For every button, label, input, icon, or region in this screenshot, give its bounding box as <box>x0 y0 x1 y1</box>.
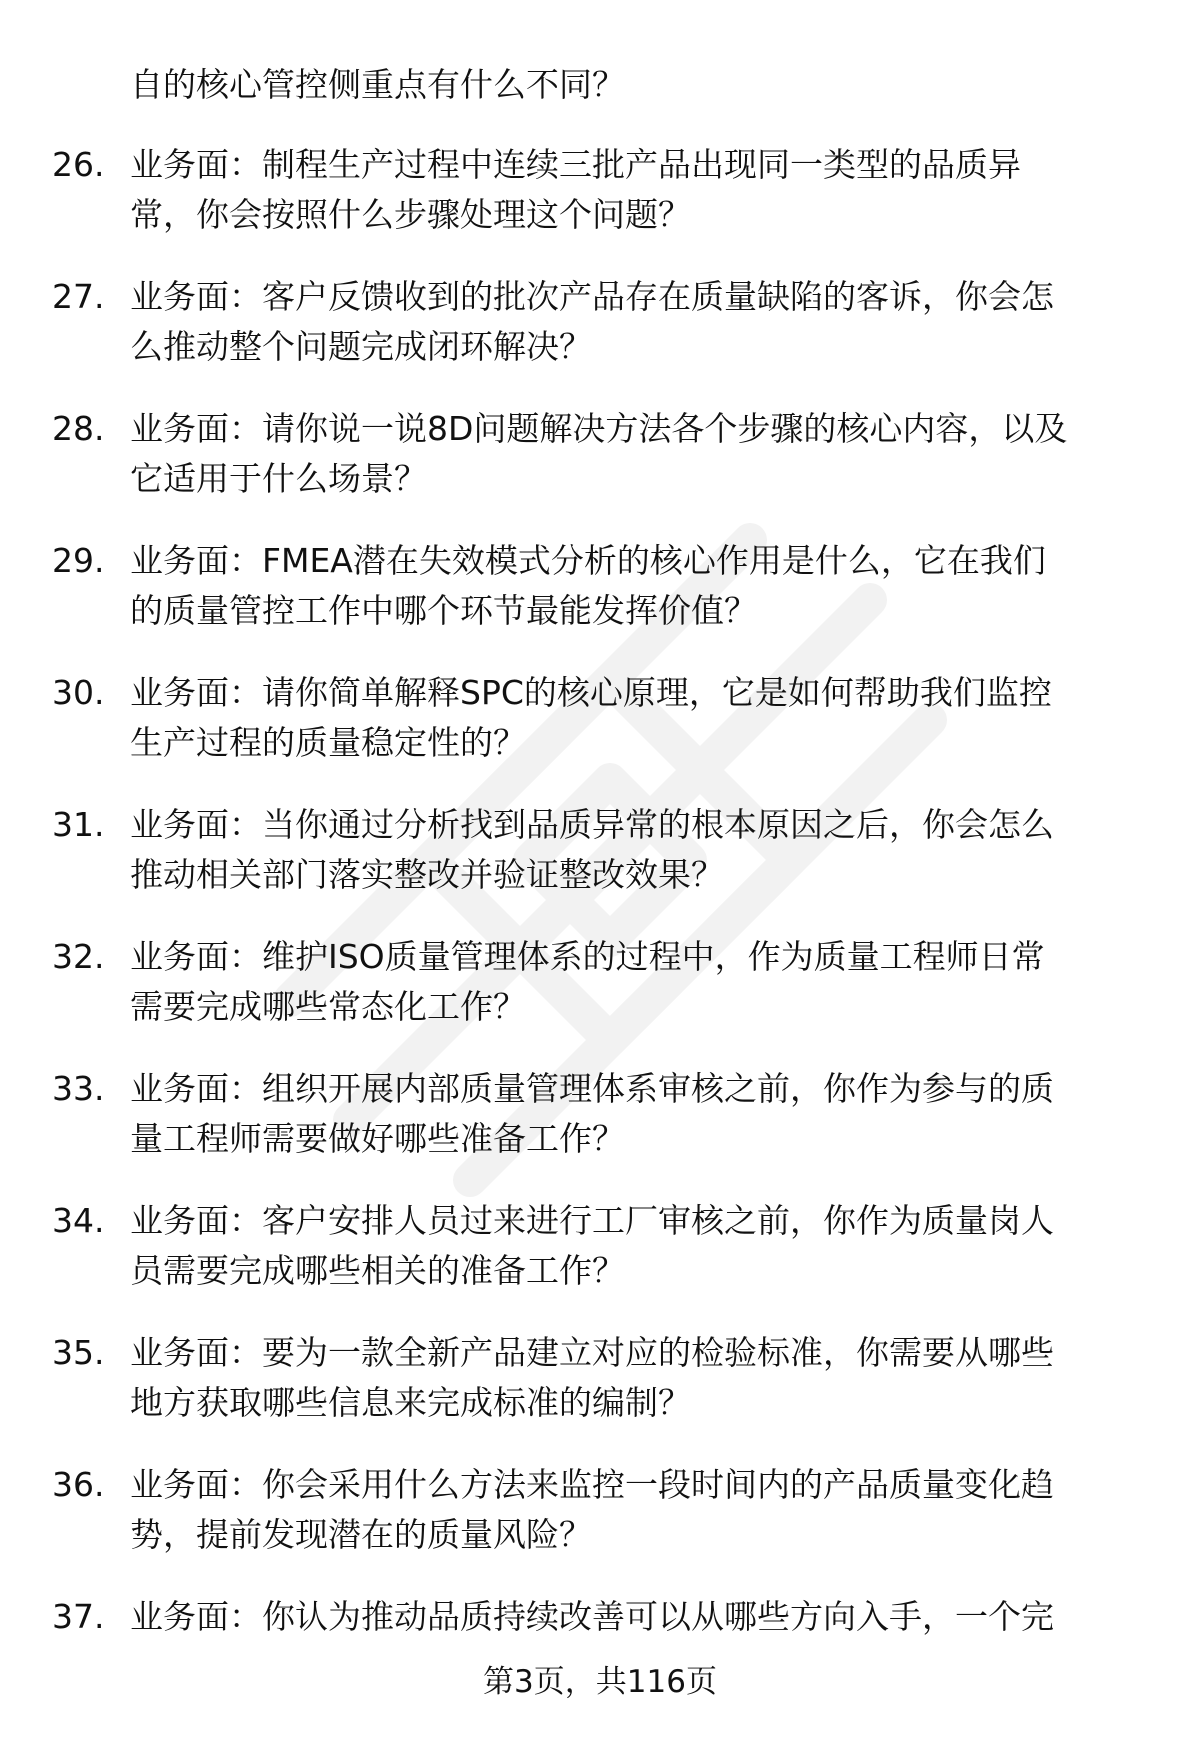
question-text <box>130 404 1180 504</box>
question-number: 35. <box>52 1333 105 1372</box>
question-number: 28. <box>52 409 105 448</box>
question-text-line: 业务面：客户反馈收到的批次产品存在质量缺陷的客诉，你会怎 <box>130 277 1054 316</box>
question-item <box>0 1592 1200 1724</box>
question-item <box>0 800 1200 932</box>
question-text <box>130 1592 1180 1642</box>
question-item <box>0 1064 1200 1196</box>
question-text-line: 业务面：维护ISO质量管理体系的过程中，作为质量工程师日常 <box>130 937 1045 976</box>
question-number: 33. <box>52 1069 105 1108</box>
question-text-line: 业务面：客户安排人员过来进行工厂审核之前，你作为质量岗人 <box>130 1201 1054 1240</box>
question-item <box>0 1196 1200 1328</box>
question-text <box>130 272 1180 372</box>
question-number: 29. <box>52 541 105 580</box>
question-list <box>0 140 1200 1724</box>
question-text-line: 量工程师需要做好哪些准备工作？ <box>130 1119 625 1158</box>
question-text-line: 地方获取哪些信息来完成标准的编制？ <box>130 1383 691 1422</box>
question-text-line: 势，提前发现潜在的质量风险？ <box>130 1515 592 1554</box>
question-text-line: 的质量管控工作中哪个环节最能发挥价值？ <box>130 591 757 630</box>
question-item <box>0 668 1200 800</box>
question-text-line: 业务面：你认为推动品质持续改善可以从哪些方向入手，一个完 <box>130 1597 1054 1636</box>
question-item <box>0 272 1200 404</box>
question-text-line: 常，你会按照什么步骤处理这个问题？ <box>130 195 691 234</box>
question-number: 36. <box>52 1465 105 1504</box>
question-text-line: 业务面：你会采用什么方法来监控一段时间内的产品质量变化趋 <box>130 1465 1054 1504</box>
question-text-line: 业务面：组织开展内部质量管理体系审核之前，你作为参与的质 <box>130 1069 1054 1108</box>
question-item <box>0 1328 1200 1460</box>
question-text-line: 需要完成哪些常态化工作？ <box>130 987 526 1026</box>
question-number: 27. <box>52 277 105 316</box>
question-text <box>130 536 1180 636</box>
question-number: 34. <box>52 1201 105 1240</box>
question-text <box>130 932 1180 1032</box>
question-number: 32. <box>52 937 105 976</box>
question-item <box>0 932 1200 1064</box>
question-text <box>130 1196 1180 1296</box>
question-text-line: 业务面：请你简单解释SPC的核心原理，它是如何帮助我们监控 <box>130 673 1052 712</box>
continued-question-line: 自的核心管控侧重点有什么不同？ <box>130 65 625 104</box>
question-text <box>130 800 1180 900</box>
question-item <box>0 536 1200 668</box>
question-text-line: 生产过程的质量稳定性的？ <box>130 723 526 762</box>
question-text-line: 业务面：FMEA潜在失效模式分析的核心作用是什么，它在我们 <box>130 541 1046 580</box>
question-number: 37. <box>52 1597 105 1636</box>
question-number: 26. <box>52 145 105 184</box>
question-text-line: 推动相关部门落实整改并验证整改效果？ <box>130 855 724 894</box>
page-footer: 第3页，共116页 <box>483 1664 717 1700</box>
question-text <box>130 668 1180 768</box>
question-text-line: 业务面：请你说一说8D问题解决方法各个步骤的核心内容，以及 <box>130 409 1068 448</box>
question-text <box>130 1328 1180 1428</box>
question-item <box>0 140 1200 272</box>
question-text-line: 业务面：制程生产过程中连续三批产品出现同一类型的品质异 <box>130 145 1021 184</box>
question-text-line: 么推动整个问题完成闭环解决？ <box>130 327 592 366</box>
question-text-line: 它适用于什么场景？ <box>130 459 427 498</box>
question-text <box>130 1064 1180 1164</box>
question-text-line: 员需要完成哪些相关的准备工作？ <box>130 1251 625 1290</box>
question-number: 30. <box>52 673 105 712</box>
question-item <box>0 404 1200 536</box>
question-text-line: 业务面：当你通过分析找到品质异常的根本原因之后，你会怎么 <box>130 805 1054 844</box>
question-text <box>130 1460 1180 1560</box>
question-number: 31. <box>52 805 105 844</box>
question-item <box>0 1460 1200 1592</box>
question-text <box>130 140 1180 240</box>
question-text-line: 业务面：要为一款全新产品建立对应的检验标准，你需要从哪些 <box>130 1333 1054 1372</box>
